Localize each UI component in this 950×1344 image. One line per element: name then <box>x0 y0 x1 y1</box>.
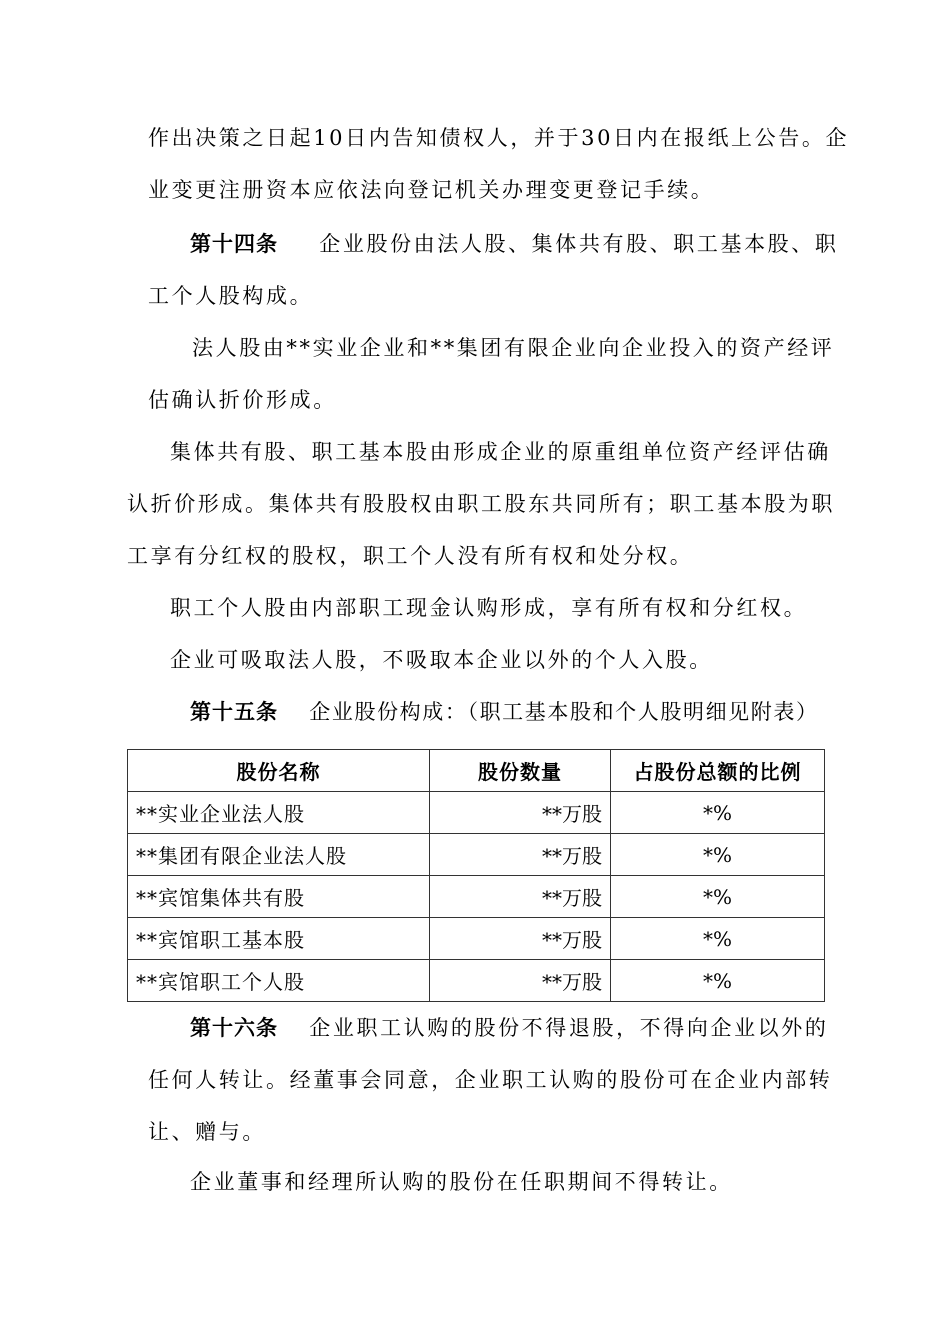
paragraph-line: 认折价形成。集体共有股股权由职工股东共同所有；职工基本股为职 <box>127 492 835 516</box>
article-text: 企业职工认购的股份不得退股，不得向企业以外的 <box>309 1016 829 1040</box>
article-14 <box>190 230 838 258</box>
article-15 <box>190 698 819 726</box>
table-row <box>128 792 825 834</box>
table-row <box>128 876 825 918</box>
article-text: 企业股份构成：（职工基本股和个人股明细见附表） <box>309 700 819 724</box>
header-cell: 股份名称 <box>128 750 430 792</box>
share-table <box>127 749 825 1002</box>
paragraph-line: 职工个人股由内部职工现金认购形成，享有所有权和分红权。 <box>170 596 808 620</box>
table-cell: **万股 <box>430 834 611 876</box>
article-label: 第十六条 <box>190 1015 278 1040</box>
table-cell: **万股 <box>430 918 611 960</box>
paragraph-line: 工享有分红权的股权，职工个人没有所有权和处分权。 <box>127 544 694 568</box>
paragraph-line: 让、赠与。 <box>148 1120 266 1144</box>
table-cell: *% <box>611 960 825 1002</box>
paragraph-line: 企业董事和经理所认购的股份在任职期间不得转让。 <box>190 1170 733 1194</box>
article-label: 第十五条 <box>190 699 278 724</box>
table-cell: *% <box>611 876 825 918</box>
paragraph-line: 集体共有股、职工基本股由形成企业的原重组单位资产经评估确 <box>170 440 831 464</box>
paragraph-line: 法人股由**实业企业和**集团有限企业向企业投入的资产经评 <box>192 336 835 360</box>
table-row <box>128 834 825 876</box>
table-cell: *% <box>611 918 825 960</box>
header-cell: 股份数量 <box>430 750 611 792</box>
paragraph-line: 企业可吸取法人股，不吸取本企业以外的个人入股。 <box>170 648 713 672</box>
article-16 <box>190 1014 828 1042</box>
table-row <box>128 918 825 960</box>
table-cell: *% <box>611 792 825 834</box>
table-cell: **宾馆集体共有股 <box>128 876 430 918</box>
table-cell: **万股 <box>430 960 611 1002</box>
paragraph-line: 估确认折价形成。 <box>148 388 337 412</box>
paragraph-line: 业变更注册资本应依法向登记机关办理变更登记手续。 <box>148 178 715 202</box>
article-text: 企业股份由法人股、集体共有股、职工基本股、职 <box>319 232 839 256</box>
article-label: 第十四条 <box>190 231 278 256</box>
table-cell: **万股 <box>430 792 611 834</box>
paragraph-line: 作出决策之日起10日内告知债权人，并于30日内在报纸上公告。企 <box>148 126 850 150</box>
paragraph-line: 任何人转让。经董事会同意，企业职工认购的股份可在企业内部转 <box>148 1068 833 1092</box>
table-cell: **集团有限企业法人股 <box>128 834 430 876</box>
header-cell: 占股份总额的比例 <box>611 750 825 792</box>
table-cell: **宾馆职工基本股 <box>128 918 430 960</box>
paragraph-line: 工个人股构成。 <box>148 284 314 308</box>
table-row <box>128 960 825 1002</box>
table-header-row <box>128 750 825 792</box>
table-cell: *% <box>611 834 825 876</box>
table-cell: **实业企业法人股 <box>128 792 430 834</box>
table-cell: **宾馆职工个人股 <box>128 960 430 1002</box>
table-cell: **万股 <box>430 876 611 918</box>
